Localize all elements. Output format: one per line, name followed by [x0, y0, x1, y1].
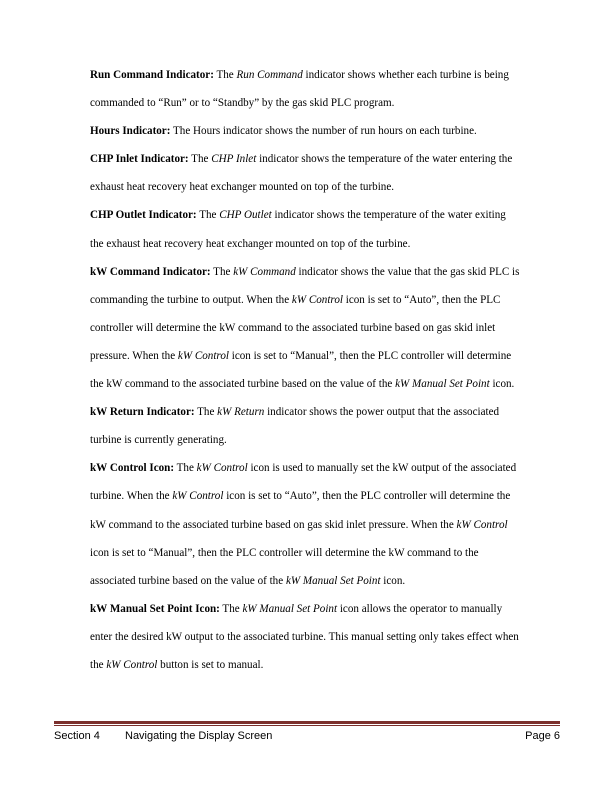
text-segment: indicator shows the value that the gas skid PLC is: [295, 265, 520, 278]
text-line: [90, 117, 570, 145]
term-reference: kW Manual Set Point: [395, 378, 490, 391]
text-line: [90, 539, 570, 567]
text-line: [90, 314, 570, 342]
text-line: [90, 201, 570, 229]
text-line: [90, 145, 570, 173]
text-segment: icon is set to “Manual”, then the PLC controller will determine: [228, 349, 512, 362]
text-line: [90, 230, 570, 258]
text-segment: the: [90, 658, 107, 671]
paragraph: [90, 258, 570, 398]
term-heading: kW Command Indicator:: [90, 265, 211, 278]
text-line: [90, 454, 570, 482]
term-reference: kW Control: [106, 658, 158, 671]
text-segment: icon.: [489, 378, 515, 391]
text-segment: The: [194, 406, 218, 419]
term-heading: Hours Indicator:: [90, 125, 171, 138]
text-segment: kW command to the associated turbine based on gas skid inlet pressure. When the: [90, 518, 457, 531]
term-heading: kW Control Icon:: [90, 462, 175, 475]
text-segment: icon allows the operator to manually: [337, 602, 503, 615]
text-segment: The: [219, 602, 243, 615]
text-line: [90, 426, 570, 454]
term-reference: kW Command: [233, 265, 296, 278]
term-reference: kW Control: [172, 490, 224, 503]
text-line: [90, 342, 570, 370]
text-line: [90, 258, 570, 286]
term-heading: kW Return Indicator:: [90, 406, 195, 419]
text-segment: controller will determine the kW command to the associated turbine based on gas skid inlet: [90, 321, 496, 334]
page-footer: [54, 728, 560, 744]
paragraph: [90, 117, 570, 145]
text-segment: the kW command to the associated turbine based on the value of the: [90, 378, 396, 391]
text-segment: The: [188, 153, 212, 166]
term-reference: kW Manual Set Point: [285, 574, 381, 587]
term-heading: Run Command Indicator:: [90, 69, 214, 81]
term-heading: CHP Inlet Indicator:: [90, 153, 189, 166]
text-segment: button is set to manual.: [157, 658, 264, 671]
text-segment: the exhaust heat recovery heat exchanger mounted on top of the turbine.: [90, 237, 411, 250]
text-segment: indicator shows the temperature of the water entering the: [256, 153, 513, 166]
term-reference: kW Return: [217, 406, 265, 419]
text-line: [90, 173, 570, 201]
footer-section: Section 4: [54, 730, 100, 742]
term-reference: CHP Outlet: [219, 209, 272, 222]
text-segment: pressure. When the: [90, 349, 178, 362]
text-segment: commanded to “Run” or to “Standby” by the gas skid PLC program.: [90, 97, 395, 110]
text-segment: indicator shows the temperature of the water exiting: [271, 209, 506, 222]
text-line: [90, 398, 570, 426]
term-reference: kW Manual Set Point: [242, 602, 338, 615]
term-heading: kW Manual Set Point Icon:: [90, 602, 220, 615]
text-segment: turbine is currently generating.: [90, 434, 227, 447]
paragraph: [90, 61, 570, 117]
paragraph: [90, 145, 570, 201]
text-segment: The: [174, 462, 197, 475]
text-line: [90, 511, 570, 539]
paragraph: [90, 454, 570, 594]
text-segment: exhaust heat recovery heat exchanger mounted on top of the turbine.: [90, 181, 395, 194]
text-line: [90, 651, 570, 679]
text-segment: The: [213, 69, 237, 81]
text-segment: The: [196, 209, 220, 222]
text-segment: indicator shows the power output that the associated: [264, 406, 500, 419]
text-line: [90, 286, 570, 314]
text-line: [90, 623, 570, 651]
term-reference: Run Command: [236, 69, 303, 81]
footer-title: Navigating the Display Screen: [125, 730, 273, 742]
paragraph: [90, 201, 570, 257]
text-line: [90, 595, 570, 623]
text-line: [90, 482, 570, 510]
text-segment: The Hours indicator shows the number of run hours on each turbine.: [170, 125, 477, 138]
text-segment: indicator shows whether each turbine is being: [302, 69, 509, 81]
paragraph: [90, 398, 570, 454]
document-body: [90, 61, 570, 679]
footer-rule-thin: [54, 725, 560, 726]
term-reference: kW Control: [196, 462, 248, 475]
text-line: [90, 61, 570, 89]
footer-rule-thick: [54, 721, 560, 724]
text-segment: The: [210, 265, 234, 278]
text-line: [90, 370, 570, 398]
term-reference: kW Control: [456, 518, 508, 531]
text-line: [90, 567, 570, 595]
term-reference: kW Control: [177, 349, 229, 362]
term-reference: kW Control: [291, 293, 343, 306]
term-reference: CHP Inlet: [211, 153, 257, 166]
text-segment: icon is set to “Manual”, then the PLC controller will determine the kW command to the: [90, 546, 479, 559]
footer-page-number: Page 6: [525, 730, 560, 742]
paragraph: [90, 595, 570, 679]
text-segment: commanding the turbine to output. When the: [90, 293, 292, 306]
text-segment: enter the desired kW output to the associated turbine. This manual setting only takes effect when: [90, 630, 519, 643]
text-segment: icon is used to manually set the kW output of the associated: [247, 462, 517, 475]
term-heading: CHP Outlet Indicator:: [90, 209, 197, 222]
text-segment: icon is set to “Auto”, then the PLC: [342, 293, 501, 306]
text-segment: icon.: [380, 574, 406, 587]
text-segment: turbine. When the: [90, 490, 173, 503]
text-segment: associated turbine based on the value of the: [90, 574, 286, 587]
text-segment: icon is set to “Auto”, then the PLC controller will determine the: [223, 490, 511, 503]
text-line: [90, 89, 570, 117]
